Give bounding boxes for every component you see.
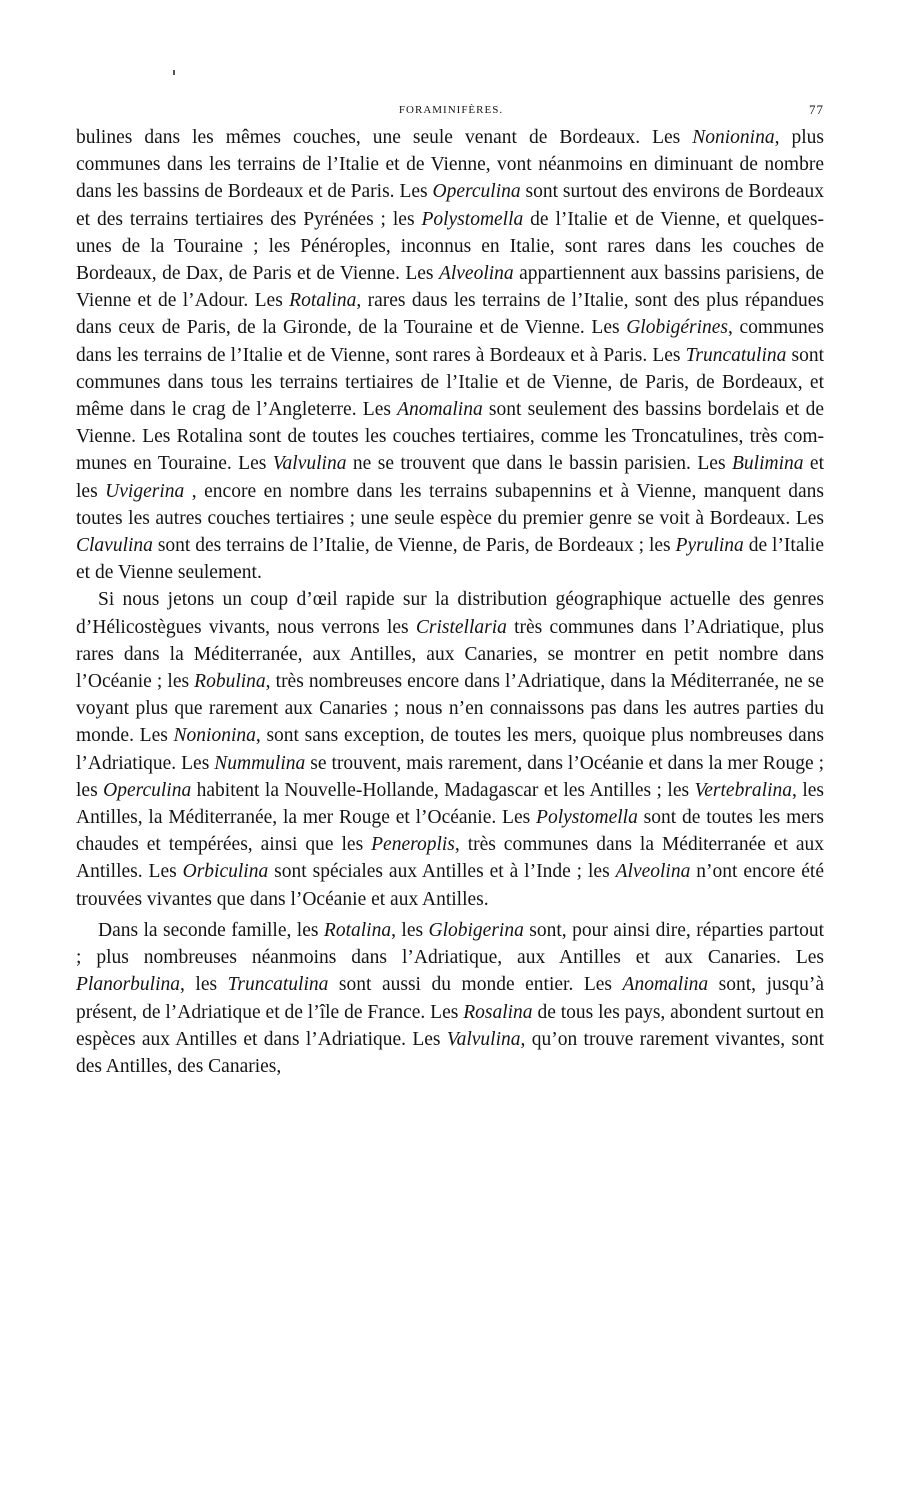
genus-name: Operculina	[103, 779, 192, 801]
paragraph-1	[76, 124, 824, 586]
genus-name: Rotalina	[323, 919, 392, 941]
text-run: se trouvent, mais rarement, dans l’Océanie et dans la mer Rouge ; les	[76, 752, 824, 801]
genus-name: Nonionina	[692, 127, 775, 148]
running-title: FORAMINIFÈRES.	[398, 104, 504, 116]
text-run: , les Antilles, la Méditerranée, la mer Rouge et l’Océanie. Les	[76, 779, 824, 829]
text-run: Si nous jetons un coup d’œil rapide sur la distribution géographique actuelle des genres d’Hélicostègues vivants, nous verrons les	[76, 589, 824, 638]
genus-name: Valvulina	[446, 1028, 521, 1050]
text-run: de l’Italie et de Vienne seulement.	[76, 535, 824, 584]
genus-name: Bulimina	[731, 453, 804, 475]
genus-name: Nonionina	[173, 725, 256, 747]
genus-name: Truncatulina	[685, 344, 787, 366]
text-run: sont des terrains de l’Italie, de Vienne, de Paris, de Bordeaux ; les	[152, 535, 676, 557]
genus-name: Orbiculina	[182, 861, 269, 883]
genus-name: Pyrulina	[675, 535, 744, 557]
text-run: , sont sans exception, de toutes les mers, quoique plus nombreuses dans l’Adriatique. Les	[76, 725, 824, 774]
text-run: sont spéciales aux Antilles et à l’Inde ; les	[268, 861, 616, 883]
print-mark	[173, 70, 175, 75]
genus-name: Rotalina	[289, 290, 357, 312]
page-number: 77	[809, 102, 824, 117]
genus-name: Rosalina	[463, 1001, 533, 1023]
genus-name: Globigérines	[626, 317, 729, 339]
running-header	[78, 102, 824, 122]
text-run: de l’Italie et de Vienne, et quelques-unes de la Touraine ; les Pénéroples, inconnus en Italie, sont rares dans les couches de Bordeaux, de Dax, de Paris et de Vienne. Les	[76, 208, 824, 285]
paragraph-3	[76, 917, 824, 1080]
genus-name: Robulina	[194, 671, 266, 693]
body-text	[76, 124, 824, 1080]
text-run: , communes dans les terrains de l’Italie et de Vienne, sont rares à Bordeaux et à Paris. Les	[76, 317, 825, 366]
text-run: sont communes dans tous les terrains tertiaires de l’Italie et de Vienne, de Paris, de Bordeaux, et même dans le crag de l’Angleterre. Les	[76, 344, 824, 421]
genus-name: Valvulina	[272, 453, 347, 475]
paragraph-2	[76, 586, 824, 912]
text-run: , très nombreuses encore dans l’Adriatique, dans la Méditerranée, ne se voyant plus que rarement aux Canaries ; nous n’en connaissons pas dans les autres parties du monde. Les	[76, 671, 824, 747]
text-run: et les	[76, 453, 824, 502]
text-run: n’ont encore été trouvées vivantes que dans l’Océanie et aux Antilles.	[76, 861, 824, 910]
text-run: , les	[391, 919, 429, 941]
genus-name: Alveolina	[438, 263, 514, 285]
text-run: , les	[180, 974, 228, 996]
text-run: , rares daus les terrains de l’Italie, sont des plus répandues dans ceux de Paris, de la Gironde, de la Touraine et de Vienne. Les	[76, 290, 824, 339]
text-run: sont aussi du monde entier. Les	[328, 974, 623, 996]
genus-name: Planorbulina	[76, 974, 181, 996]
genus-name: Peneroplis	[371, 834, 455, 856]
genus-name: Nummulina	[214, 752, 306, 774]
text-run: , très communes dans la Méditerranée et aux Antilles. Les	[76, 834, 825, 883]
text-run: sont seulement des bassins bordelais et de Vienne. Les Rotalina sont de toutes les couches tertiaires, comme les Troncatulines, très communes en Touraine. Les	[76, 399, 824, 475]
text-run: de tous les pays, abondent surtout en espèces aux Antilles et dans l’Adriatique. Les	[76, 1001, 824, 1050]
text-run: , qu’on trouve rarement vivantes, sont des Antilles, des Canaries,	[76, 1028, 824, 1077]
genus-name: Polystomella	[536, 807, 638, 829]
text-run: , plus communes dans les terrains de l’Italie et de Vienne, vont néanmoins en diminuant de nombre dans les bassins de Bordeaux et de Paris. Les	[76, 127, 824, 203]
text-run: , encore en nombre dans les terrains subapennins et à Vienne, manquent dans toutes les autres couches tertiaires ; une seule espèce du premier genre se voit à Bordeaux. Les	[76, 480, 824, 529]
genus-name: Operculina	[432, 181, 521, 203]
text-run: sont, pour ainsi dire, réparties partout ; plus nombreuses néanmoins dans l’Adriatique, aux Antilles et aux Canaries. Les	[76, 919, 824, 969]
genus-name: Cristellaria	[415, 616, 507, 638]
genus-name: Alveolina	[615, 861, 691, 883]
genus-name: Polystomella	[421, 208, 524, 230]
text-run: bulines dans les mêmes couches, une seule venant de Bordeaux. Les	[76, 127, 693, 148]
text-run: sont surtout des environs de Bordeaux et des terrains tertiaires des Pyrénées ; les	[76, 181, 825, 230]
genus-name: Anomalina	[622, 974, 709, 996]
genus-name: Vertebralina	[694, 779, 793, 801]
genus-name: Uvigerina	[105, 480, 185, 502]
genus-name: Truncatulina	[227, 974, 329, 996]
genus-name: Clavulina	[76, 535, 153, 557]
text-run: sont de toutes les mers chaudes et tempérées, ainsi que les	[76, 807, 824, 856]
text-run: très communes dans l’Adriatique, plus rares dans la Méditerranée, aux Antilles, aux Canaries, se montrer en petit nombre dans l’Océanie ; les	[76, 616, 824, 693]
text-run: sont, jusqu’à présent, de l’Adriatique et de l’île de France. Les	[76, 974, 824, 1023]
genus-name: Anomalina	[397, 399, 483, 421]
text-run: ne se trouvent que dans le bassin parisien. Les	[346, 453, 732, 475]
text-run: appartiennent aux bassins parisiens, de Vienne et de l’Adour. Les	[76, 263, 824, 312]
text-run: habitent la Nouvelle-Hollande, Madagascar et les Antilles ; les	[191, 779, 695, 801]
genus-name: Globigerina	[428, 919, 524, 941]
text-run: Dans la seconde famille, les	[98, 919, 324, 941]
